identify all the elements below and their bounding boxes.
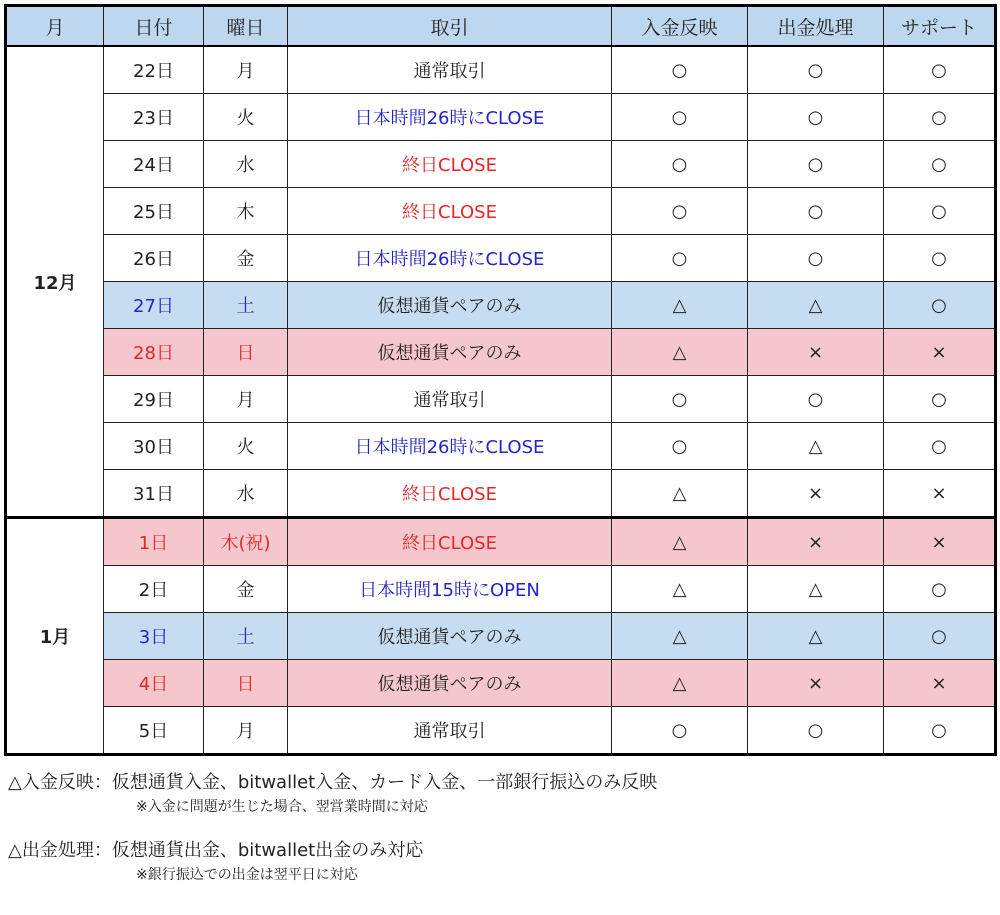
trading-cell: 終日CLOSE <box>288 141 612 188</box>
deposit-status: ○ <box>612 141 748 188</box>
support-status: × <box>884 660 996 707</box>
withdrawal-status: ○ <box>748 188 884 235</box>
support-status: ○ <box>884 235 996 282</box>
month-label: 1月 <box>6 518 104 755</box>
support-status: ○ <box>884 141 996 188</box>
support-status: ○ <box>884 423 996 470</box>
support-status: ○ <box>884 613 996 660</box>
deposit-status: ○ <box>612 423 748 470</box>
withdrawal-status: ○ <box>748 235 884 282</box>
header-withdrawal: 出金処理 <box>748 6 884 47</box>
support-status: × <box>884 329 996 376</box>
support-status: ○ <box>884 566 996 613</box>
withdrawal-status: ○ <box>748 707 884 755</box>
table-header-row <box>6 6 996 47</box>
table-row <box>6 423 996 470</box>
trading-cell: 日本時間26時にCLOSE <box>288 235 612 282</box>
date-cell: 27日 <box>104 282 204 329</box>
date-cell: 5日 <box>104 707 204 755</box>
date-cell: 24日 <box>104 141 204 188</box>
notes-section <box>8 770 988 886</box>
deposit-status: △ <box>612 613 748 660</box>
trading-cell: 日本時間15時にOPEN <box>288 566 612 613</box>
withdrawal-status: ○ <box>748 46 884 94</box>
note-deposit-sub: ※入金に問題が生じた場合、翌営業時間に対応 <box>136 799 428 815</box>
support-status: × <box>884 518 996 566</box>
date-cell: 28日 <box>104 329 204 376</box>
table-row <box>6 518 996 566</box>
deposit-status: ○ <box>612 94 748 141</box>
note-withdrawal: △出金処理：仮想通貨出金、bitwallet出金のみ対応 <box>8 840 424 861</box>
support-status: × <box>884 470 996 518</box>
trading-cell: 仮想通貨ペアのみ <box>288 282 612 329</box>
weekday-cell: 月 <box>204 46 288 94</box>
table-row <box>6 376 996 423</box>
trading-cell: 仮想通貨ペアのみ <box>288 613 612 660</box>
weekday-cell: 日 <box>204 329 288 376</box>
deposit-status: △ <box>612 282 748 329</box>
support-status: ○ <box>884 94 996 141</box>
withdrawal-status: △ <box>748 282 884 329</box>
note-withdrawal-sub: ※銀行振込での出金は翌平日に対応 <box>136 867 358 883</box>
table-row <box>6 94 996 141</box>
table-row <box>6 470 996 518</box>
date-cell: 1日 <box>104 518 204 566</box>
date-cell: 2日 <box>104 566 204 613</box>
withdrawal-status: × <box>748 329 884 376</box>
weekday-cell: 土 <box>204 282 288 329</box>
table-row <box>6 707 996 755</box>
weekday-cell: 月 <box>204 376 288 423</box>
trading-cell: 通常取引 <box>288 707 612 755</box>
withdrawal-status: ○ <box>748 141 884 188</box>
header-month: 月 <box>6 6 104 47</box>
trading-cell: 仮想通貨ペアのみ <box>288 329 612 376</box>
table-row <box>6 329 996 376</box>
table-row <box>6 188 996 235</box>
deposit-status: △ <box>612 470 748 518</box>
deposit-status: ○ <box>612 376 748 423</box>
weekday-cell: 木 <box>204 188 288 235</box>
date-cell: 30日 <box>104 423 204 470</box>
date-cell: 3日 <box>104 613 204 660</box>
weekday-cell: 月 <box>204 707 288 755</box>
date-cell: 25日 <box>104 188 204 235</box>
date-cell: 23日 <box>104 94 204 141</box>
note-deposit: △入金反映：仮想通貨入金、bitwallet入金、カード入金、一部銀行振込のみ反映 <box>8 772 658 793</box>
trading-cell: 終日CLOSE <box>288 188 612 235</box>
trading-cell: 終日CLOSE <box>288 518 612 566</box>
withdrawal-status: × <box>748 470 884 518</box>
deposit-status: △ <box>612 329 748 376</box>
trading-cell: 仮想通貨ペアのみ <box>288 660 612 707</box>
support-status: ○ <box>884 46 996 94</box>
support-status: ○ <box>884 188 996 235</box>
trading-cell: 日本時間26時にCLOSE <box>288 423 612 470</box>
month-label: 12月 <box>6 46 104 518</box>
weekday-cell: 日 <box>204 660 288 707</box>
table-row <box>6 282 996 329</box>
deposit-status: △ <box>612 518 748 566</box>
support-status: ○ <box>884 376 996 423</box>
table-row <box>6 141 996 188</box>
deposit-status: ○ <box>612 46 748 94</box>
weekday-cell: 火 <box>204 94 288 141</box>
weekday-cell: 土 <box>204 613 288 660</box>
deposit-status: ○ <box>612 235 748 282</box>
table-body <box>6 46 996 755</box>
withdrawal-status: △ <box>748 423 884 470</box>
trading-cell: 通常取引 <box>288 376 612 423</box>
date-cell: 26日 <box>104 235 204 282</box>
trading-cell: 日本時間26時にCLOSE <box>288 94 612 141</box>
table-row <box>6 235 996 282</box>
deposit-status: △ <box>612 660 748 707</box>
header-weekday: 曜日 <box>204 6 288 47</box>
header-trading: 取引 <box>288 6 612 47</box>
header-deposit: 入金反映 <box>612 6 748 47</box>
weekday-cell: 水 <box>204 141 288 188</box>
header-date: 日付 <box>104 6 204 47</box>
support-status: ○ <box>884 282 996 329</box>
table-row <box>6 613 996 660</box>
weekday-cell: 木(祝) <box>204 518 288 566</box>
withdrawal-status: × <box>748 660 884 707</box>
weekday-cell: 金 <box>204 566 288 613</box>
table-row <box>6 46 996 94</box>
table-row <box>6 566 996 613</box>
deposit-status: △ <box>612 566 748 613</box>
date-cell: 29日 <box>104 376 204 423</box>
trading-cell: 通常取引 <box>288 46 612 94</box>
table-row <box>6 660 996 707</box>
date-cell: 22日 <box>104 46 204 94</box>
weekday-cell: 金 <box>204 235 288 282</box>
withdrawal-status: ○ <box>748 376 884 423</box>
header-support: サポート <box>884 6 996 47</box>
deposit-status: ○ <box>612 707 748 755</box>
withdrawal-status: △ <box>748 613 884 660</box>
weekday-cell: 水 <box>204 470 288 518</box>
weekday-cell: 火 <box>204 423 288 470</box>
trading-cell: 終日CLOSE <box>288 470 612 518</box>
deposit-status: ○ <box>612 188 748 235</box>
withdrawal-status: × <box>748 518 884 566</box>
withdrawal-status: ○ <box>748 94 884 141</box>
withdrawal-status: △ <box>748 566 884 613</box>
date-cell: 4日 <box>104 660 204 707</box>
support-status: ○ <box>884 707 996 755</box>
holiday-schedule-table <box>4 4 997 756</box>
date-cell: 31日 <box>104 470 204 518</box>
